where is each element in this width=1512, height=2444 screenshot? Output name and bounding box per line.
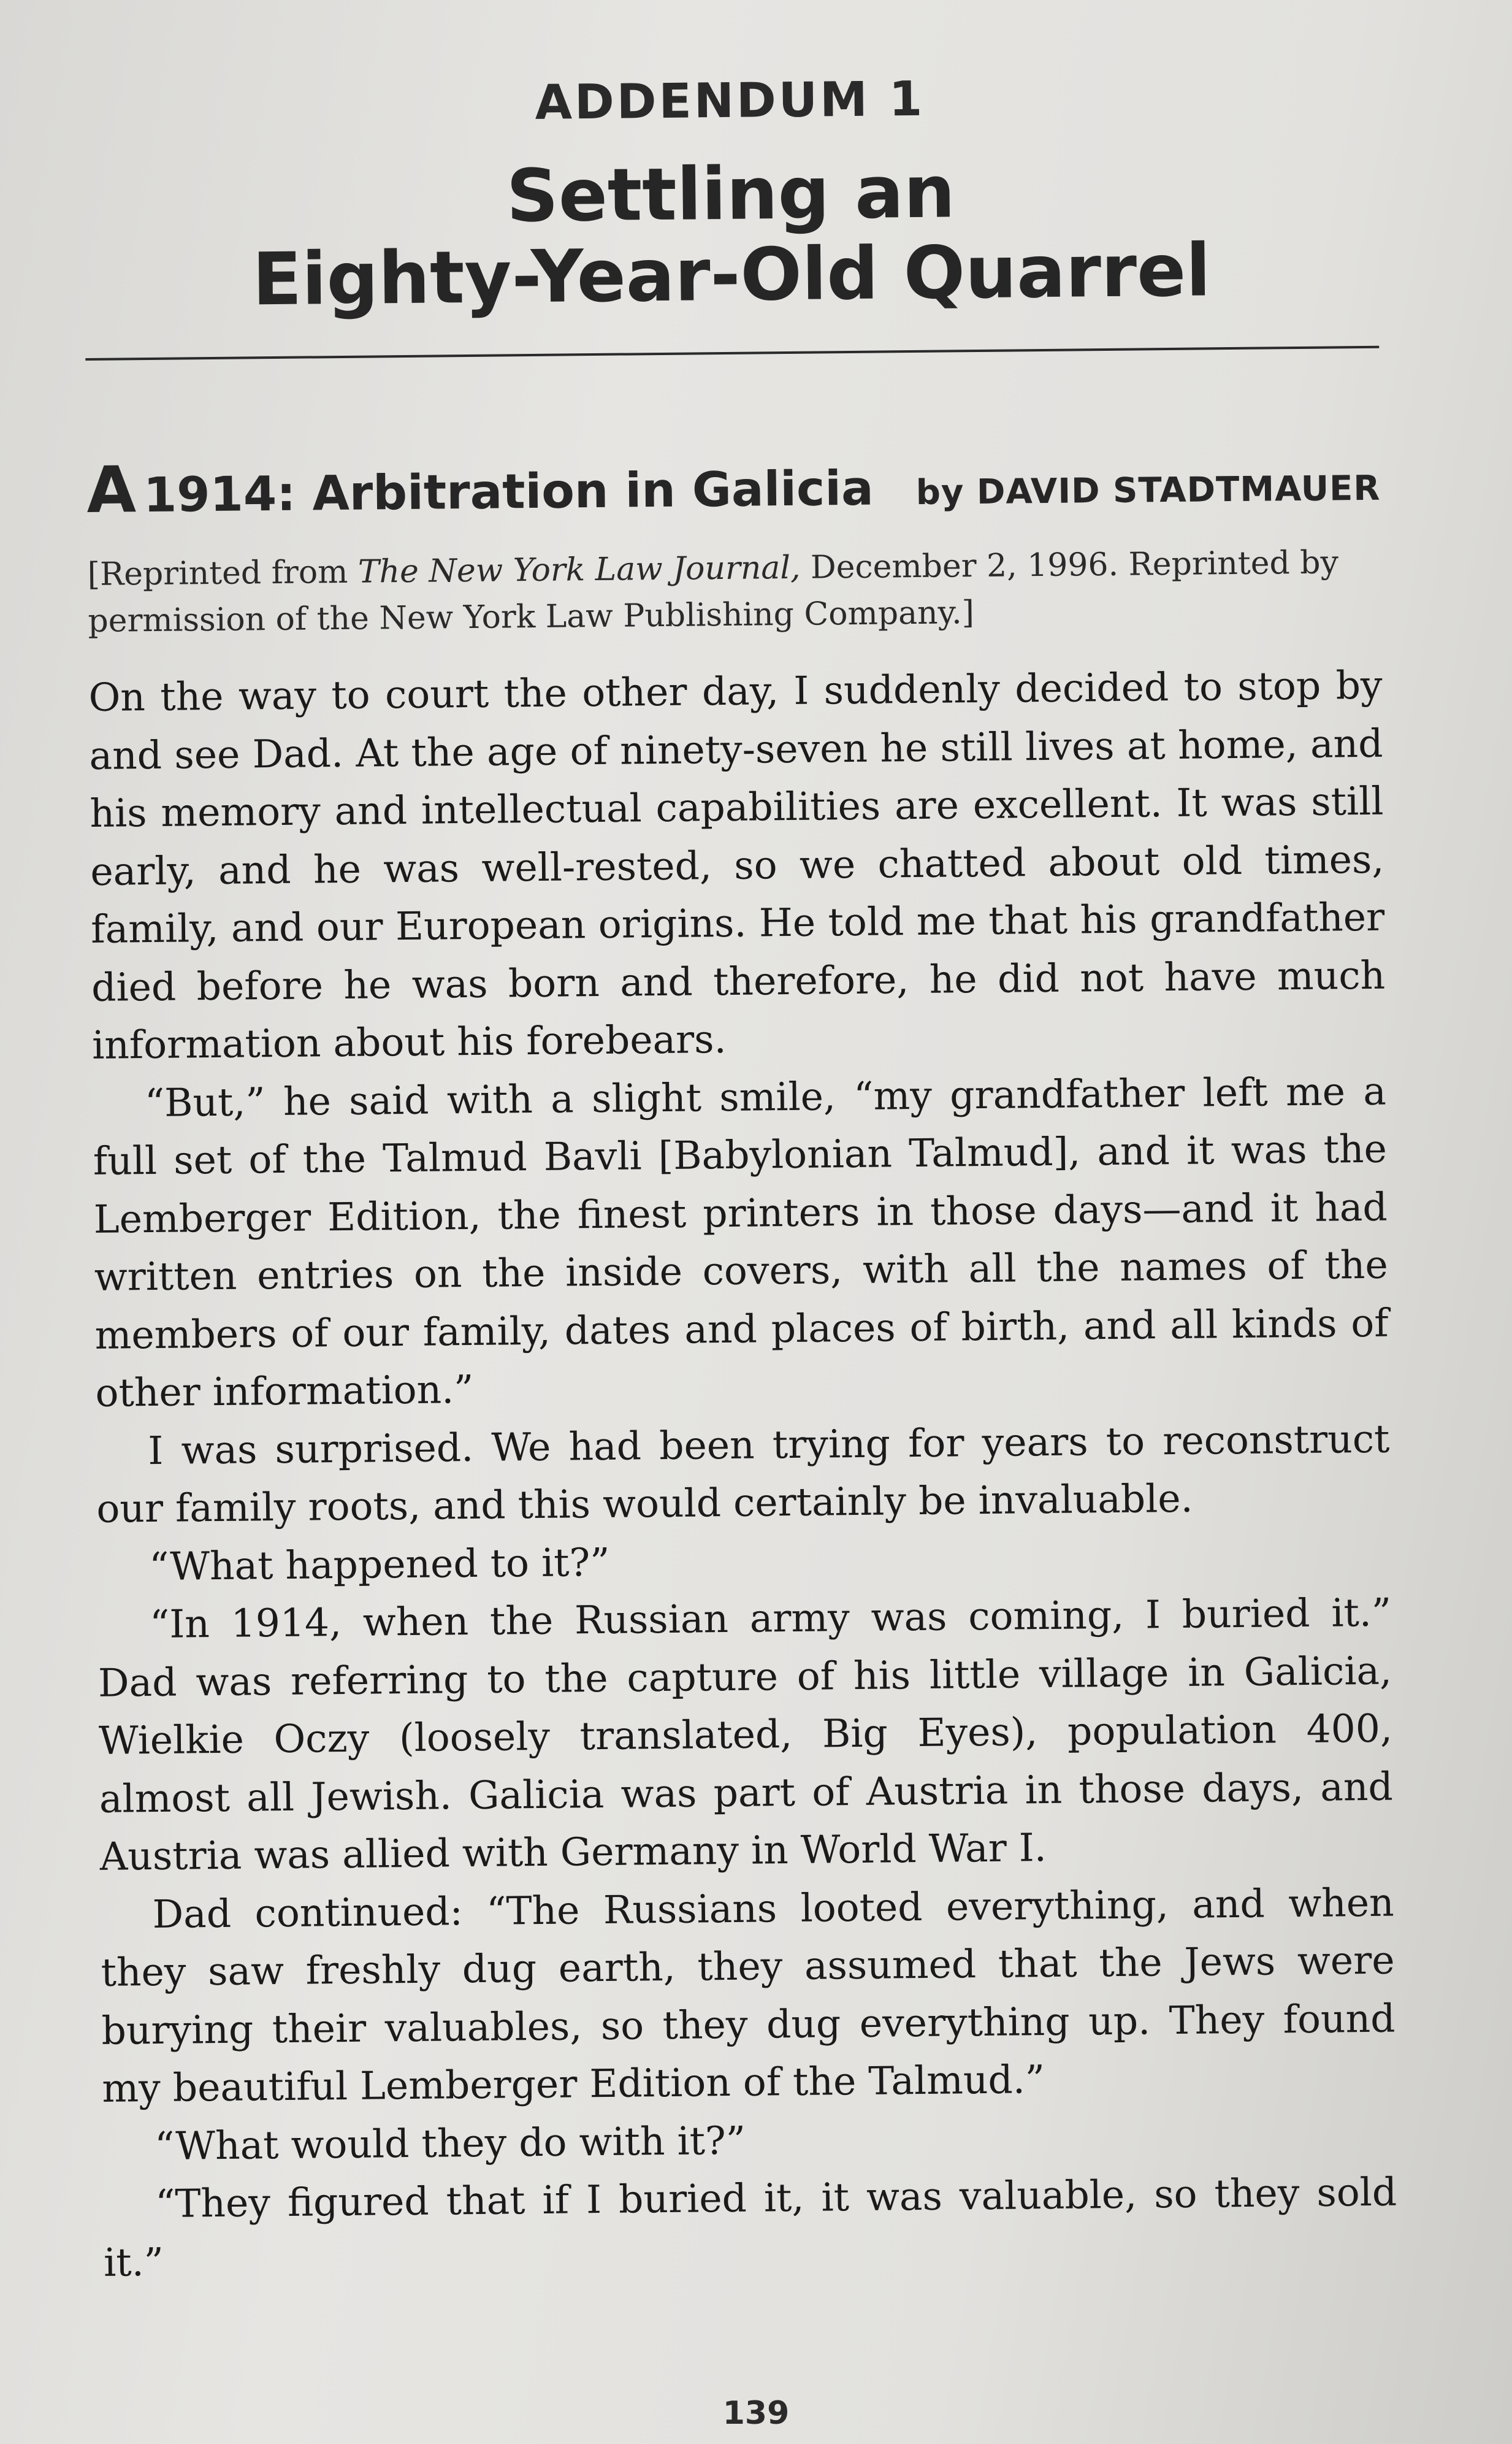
page-content	[83, 67, 1398, 2292]
reprint-note-suffix: December 2, 1996. Reprinted by permission of the New York Law Publishing Company.]	[88, 544, 1339, 640]
paragraph-2: “But,” he said with a slight smile, “my grandfather left me a full set of the Talmud Bavli [Babylonian Talmud], and it was the Lemberger Edition, the finest printers in those days—and it had written entries on the inside covers, with all the names of the members of our family, dates and places of birth, and all kinds of other information.”	[93, 1068, 1389, 1415]
paragraph-7: “What would they do with it?”	[154, 2118, 746, 2169]
section-author: by DAVID STADTMAUER	[915, 469, 1381, 513]
section-heading	[86, 440, 1381, 527]
paragraph-5: “In 1914, when the Russian army was coming, I buried it.” Dad was referring to the capture of his little village in Galicia, Wielkie Oczy (loosely translated, Big Eyes), population 400, almost all Jewish. Galicia was part of Austria in those days, and Austria was allied with Germany in World War I.	[97, 1590, 1394, 1879]
paragraph-6: Dad continued: “The Russians looted everything, and when they saw freshly dug earth, they assumed that the Jews were burying their valuables, so they dug everything up. They found my beautiful Lemberger Edition of the Talmud.”	[101, 1880, 1396, 2111]
paragraph-8: “They figured that if I buried it, it was valuable, so they sold it.”	[103, 2169, 1397, 2285]
paragraph-1: On the way to court the other day, I suddenly decided to stop by and see Dad. At the age of ninety-seven he still lives at home, and his memory and intellectual capabilities are excellent. It was still early, and he was well-rested, so we chatted about old times, family, and our European origins. He told me that his grandfather died before he was born and therefore, he did not have much information about his forebears.	[88, 662, 1386, 1068]
article-body	[88, 657, 1397, 2292]
reprint-note-publication: The New York Law Journal,	[357, 550, 801, 591]
title-divider	[85, 346, 1379, 361]
section-title: 1914: Arbitration in Galicia	[143, 461, 874, 524]
paragraph-3: I was surprised. We had been trying for years to reconstruct our family roots, and this would certainly be invaluable.	[96, 1416, 1390, 1531]
reprint-note-prefix: [Reprinted from	[87, 554, 359, 594]
paragraph-4: “What happened to it?”	[148, 1539, 610, 1589]
page-number: 139	[722, 2395, 790, 2432]
section-letter: A	[86, 452, 137, 528]
chapter-title-line-1: Settling an	[506, 149, 956, 239]
addendum-label: ADDENDUM 1	[535, 71, 925, 131]
chapter-title-line-2: Eighty-Year-Old Quarrel	[251, 228, 1212, 322]
reprint-note	[87, 540, 1381, 645]
chapter-title	[83, 147, 1378, 322]
